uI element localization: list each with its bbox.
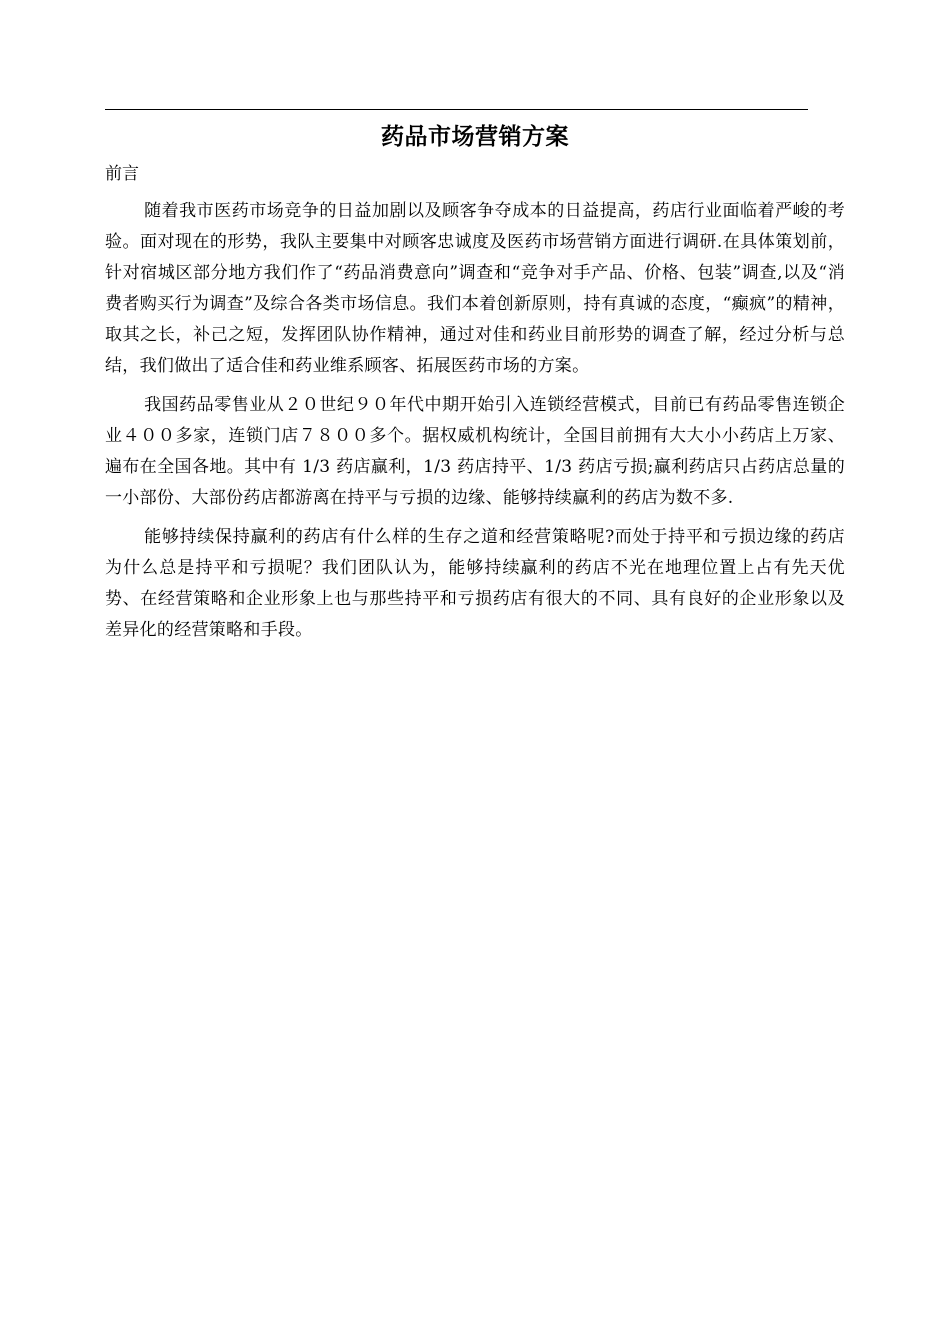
paragraph: 随着我市医药市场竞争的日益加剧以及顾客争夺成本的日益提高，药店行业面临着严峻的考验。面对现在的形势，我队主要集中对顾客忠诚度及医药市场营销方面进行调研.在具体策划前，针对宿城区部分地方我们作了“药品消费意向”调查和“竞争对手产品、价格、包装”调查,以及“消费者购买行为调查”及综合各类市场信息。我们本着创新原则，持有真诚的态度，“癫疯”的精神，取其之长，补己之短，发挥团队协作精神，通过对佳和药业目前形势的调查了解，经过分析与总结，我们做出了适合佳和药业维系顾客、拓展医药市场的方案。 xyxy=(105,201,845,376)
paragraph: 我国药品零售业从２０世纪９０年代中期开始引入连锁经营模式，目前已有药品零售连锁企业４００多家，连锁门店７８００多个。据权威机构统计，全国目前拥有大大小小药店上万家、遍布在全国各地。其中有 1/3 药店赢利，1/3 药店持平、1/3 药店亏损;赢利药店只占药店总量的一小部份、大部份药店都游离在持平与亏损的边缘、能够持续赢利的药店为数不多. xyxy=(105,395,845,508)
header-rule xyxy=(105,109,808,110)
page-title: 药品市场营销方案 xyxy=(381,124,569,150)
section-heading: 前言 xyxy=(105,164,139,184)
body-text xyxy=(105,196,845,654)
paragraph: 能够持续保持赢利的药店有什么样的生存之道和经营策略呢?而处于持平和亏损边缘的药店为什么总是持平和亏损呢？我们团队认为，能够持续赢利的药店不光在地理位置上占有先天优势、在经营策略和企业形象上也与那些持平和亏损药店有很大的不同、具有良好的企业形象以及差异化的经营策略和手段。 xyxy=(105,527,845,640)
